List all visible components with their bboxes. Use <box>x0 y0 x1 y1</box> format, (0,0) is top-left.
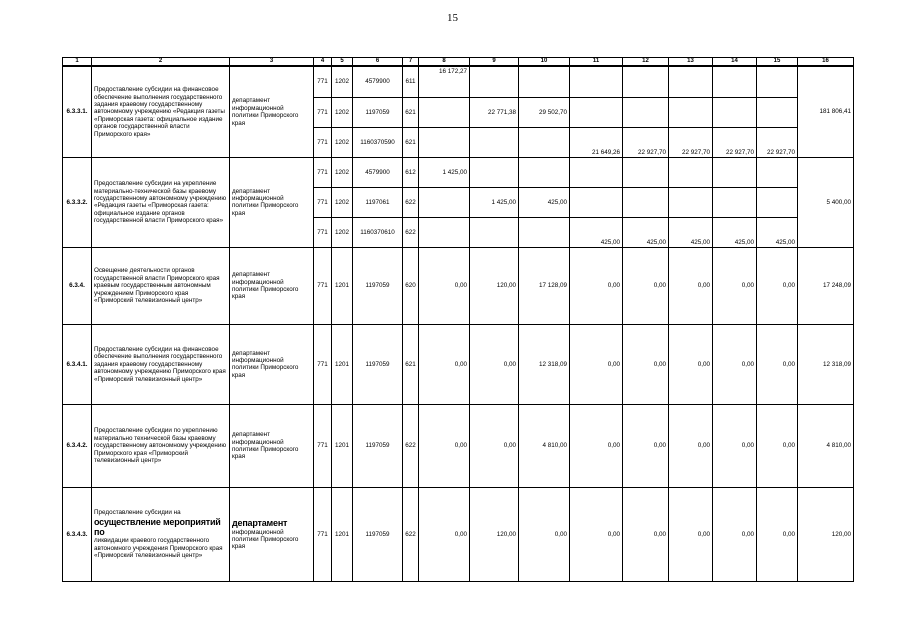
cell-value: 22 771,38 <box>470 97 519 127</box>
cell-total: 5 400,00 <box>798 157 854 247</box>
cell-value: 0,00 <box>623 404 669 487</box>
budget-table <box>62 57 854 582</box>
table-row <box>63 66 854 97</box>
table-row <box>63 157 854 187</box>
cell-value: 0,00 <box>669 247 713 324</box>
row-code: 6.3.4.2. <box>63 404 92 487</box>
cell-total: 181 806,41 <box>798 66 854 157</box>
cell-value <box>570 97 623 127</box>
cell-section: 1202 <box>332 97 353 127</box>
row-department-line: информационной политики Приморского края <box>232 528 299 551</box>
row-name: Предоставление субсидии на укрепление материально-технической базы краевому государственному автономному учреждению «Редакция газеты «Приморская газета: официальное издание органов государственной власти Приморского края» <box>92 157 230 247</box>
row-department: департамент информационной политики Приморского края <box>230 404 314 487</box>
cell-value <box>470 217 519 247</box>
column-header: 16 <box>798 58 854 67</box>
cell-value: 0,00 <box>669 404 713 487</box>
cell-value: 0,00 <box>570 247 623 324</box>
column-header: 2 <box>92 58 230 67</box>
cell-value: 0,00 <box>419 404 470 487</box>
cell-expense-type: 621 <box>403 97 419 127</box>
cell-value: 425,00 <box>570 217 623 247</box>
cell-value: 0,00 <box>757 324 798 404</box>
cell-target: 1197059 <box>353 487 403 581</box>
cell-value: 425,00 <box>713 217 757 247</box>
cell-expense-type: 622 <box>403 487 419 581</box>
cell-value: 425,00 <box>623 217 669 247</box>
cell-section: 1202 <box>332 157 353 187</box>
column-header: 4 <box>314 58 332 67</box>
cell-expense-type: 621 <box>403 127 419 157</box>
cell-value <box>519 127 570 157</box>
cell-value <box>470 157 519 187</box>
cell-target: 1160370610 <box>353 217 403 247</box>
column-header: 10 <box>519 58 570 67</box>
table-row <box>63 404 854 487</box>
cell-expense-type: 621 <box>403 324 419 404</box>
cell-value: 1 425,00 <box>419 157 470 187</box>
cell-value <box>713 66 757 97</box>
column-header: 6 <box>353 58 403 67</box>
row-name-line: Предоставление субсидии на <box>94 509 181 517</box>
table-row <box>63 324 854 404</box>
column-header: 15 <box>757 58 798 67</box>
cell-value: 0,00 <box>757 487 798 581</box>
cell-value <box>623 97 669 127</box>
cell-value: 0,00 <box>419 324 470 404</box>
cell-value <box>570 66 623 97</box>
page-number: 15 <box>447 12 458 24</box>
cell-value <box>713 187 757 217</box>
cell-value: 0,00 <box>713 247 757 324</box>
cell-value: 0,00 <box>570 404 623 487</box>
row-code: 6.3.3.2. <box>63 157 92 247</box>
cell-value <box>713 157 757 187</box>
cell-value: 22 927,70 <box>623 127 669 157</box>
row-department: департамент информационной политики Приморского края <box>230 247 314 324</box>
row-department: департамент информационной политики Приморского края <box>230 66 314 157</box>
cell-value <box>757 66 798 97</box>
column-header: 5 <box>332 58 353 67</box>
cell-expense-type: 622 <box>403 187 419 217</box>
cell-value <box>419 97 470 127</box>
cell-expense-type: 622 <box>403 404 419 487</box>
row-name: Предоставление субсидии на финансовое обеспечение выполнения государственного задания краевому государственному автономному учреждению «Редакция газеты «Приморская газета: официальное издание органов государственной власти Приморского края» <box>92 66 230 157</box>
cell-value: 16 172,27 <box>419 66 470 97</box>
row-code: 6.3.4. <box>63 247 92 324</box>
cell-value: 0,00 <box>623 324 669 404</box>
row-name: Предоставление субсидии по укреплению материально технической базы краевому государственному автономному учреждению Приморского края «Приморский телевизионный центр» <box>92 404 230 487</box>
cell-value <box>519 157 570 187</box>
cell-total: 17 248,09 <box>798 247 854 324</box>
cell-target: 4579900 <box>353 157 403 187</box>
cell-value: 0,00 <box>470 404 519 487</box>
cell-grbs: 771 <box>314 97 332 127</box>
cell-expense-type: 611 <box>403 66 419 97</box>
cell-section: 1201 <box>332 404 353 487</box>
cell-section: 1201 <box>332 324 353 404</box>
cell-value: 21 649,26 <box>570 127 623 157</box>
cell-value: 425,00 <box>757 217 798 247</box>
cell-value <box>757 157 798 187</box>
cell-value <box>419 187 470 217</box>
cell-value: 0,00 <box>757 247 798 324</box>
cell-value: 120,00 <box>470 487 519 581</box>
column-header: 13 <box>669 58 713 67</box>
cell-value <box>470 127 519 157</box>
cell-value: 22 927,70 <box>713 127 757 157</box>
row-department: департамент информационной политики Приморского края <box>230 157 314 247</box>
cell-value <box>623 66 669 97</box>
cell-value <box>470 66 519 97</box>
cell-value: 0,00 <box>623 247 669 324</box>
row-name-emphasis: осуществление мероприятий по <box>94 516 221 537</box>
cell-value <box>570 157 623 187</box>
cell-section: 1202 <box>332 217 353 247</box>
cell-value <box>623 187 669 217</box>
table-row <box>63 247 854 324</box>
row-department-emphasis: департамент <box>232 518 288 529</box>
cell-value <box>623 157 669 187</box>
column-header: 14 <box>713 58 757 67</box>
cell-value <box>570 187 623 217</box>
table-header <box>63 58 854 67</box>
cell-value: 22 927,70 <box>757 127 798 157</box>
cell-section: 1202 <box>332 187 353 217</box>
cell-section: 1201 <box>332 247 353 324</box>
cell-grbs: 771 <box>314 187 332 217</box>
column-header: 12 <box>623 58 669 67</box>
row-code: 6.3.3.1. <box>63 66 92 157</box>
cell-value: 0,00 <box>669 324 713 404</box>
row-department: департамент информационной политики Приморского края <box>230 324 314 404</box>
cell-value: 0,00 <box>623 487 669 581</box>
column-number-row <box>63 58 854 67</box>
cell-expense-type: 620 <box>403 247 419 324</box>
cell-value <box>757 187 798 217</box>
cell-target: 1197059 <box>353 247 403 324</box>
cell-value: 29 502,70 <box>519 97 570 127</box>
cell-grbs: 771 <box>314 487 332 581</box>
cell-value: 22 927,70 <box>669 127 713 157</box>
cell-grbs: 771 <box>314 66 332 97</box>
row-code: 6.3.4.1. <box>63 324 92 404</box>
cell-value: 0,00 <box>669 487 713 581</box>
cell-total: 4 810,00 <box>798 404 854 487</box>
column-header: 1 <box>63 58 92 67</box>
cell-target: 1197059 <box>353 97 403 127</box>
cell-value: 425,00 <box>669 217 713 247</box>
cell-value <box>669 66 713 97</box>
cell-value <box>419 127 470 157</box>
cell-value: 0,00 <box>757 404 798 487</box>
cell-section: 1202 <box>332 66 353 97</box>
cell-value <box>519 217 570 247</box>
cell-value: 0,00 <box>713 487 757 581</box>
row-name-line: ликвидации краевого государственного автономного учреждения Приморского края «Приморский телевизионный центр» <box>94 537 223 560</box>
cell-target: 1197059 <box>353 324 403 404</box>
column-header: 9 <box>470 58 519 67</box>
cell-target: 4579900 <box>353 66 403 97</box>
cell-value: 0,00 <box>713 324 757 404</box>
cell-grbs: 771 <box>314 157 332 187</box>
cell-section: 1202 <box>332 127 353 157</box>
cell-grbs: 771 <box>314 217 332 247</box>
column-header: 7 <box>403 58 419 67</box>
cell-value: 12 318,09 <box>519 324 570 404</box>
cell-grbs: 771 <box>314 404 332 487</box>
cell-total: 12 318,09 <box>798 324 854 404</box>
cell-total: 120,00 <box>798 487 854 581</box>
cell-target: 1197059 <box>353 404 403 487</box>
cell-value <box>757 97 798 127</box>
cell-value <box>669 97 713 127</box>
cell-value: 0,00 <box>570 487 623 581</box>
cell-expense-type: 612 <box>403 157 419 187</box>
cell-value: 425,00 <box>519 187 570 217</box>
cell-value <box>519 66 570 97</box>
row-name: Освещение деятельности органов государственной власти Приморского края краевым государственным автономным учреждением Приморского края «Приморский телевизионный центр» <box>92 247 230 324</box>
cell-target: 1160370590 <box>353 127 403 157</box>
cell-value: 0,00 <box>570 324 623 404</box>
row-name <box>92 487 230 581</box>
row-name: Предоставление субсидии на финансовое обеспечение выполнения государственного задания краевому государственному автономному учреждению Приморского края «Приморский телевизионный центр» <box>92 324 230 404</box>
column-header: 11 <box>570 58 623 67</box>
cell-value <box>669 157 713 187</box>
cell-grbs: 771 <box>314 247 332 324</box>
table-row <box>63 487 854 581</box>
cell-value: 0,00 <box>519 487 570 581</box>
cell-value: 0,00 <box>713 404 757 487</box>
cell-value <box>713 97 757 127</box>
cell-value: 0,00 <box>470 324 519 404</box>
cell-grbs: 771 <box>314 324 332 404</box>
cell-value: 0,00 <box>419 247 470 324</box>
cell-section: 1201 <box>332 487 353 581</box>
row-code: 6.3.4.3. <box>63 487 92 581</box>
column-header: 8 <box>419 58 470 67</box>
cell-expense-type: 622 <box>403 217 419 247</box>
cell-grbs: 771 <box>314 127 332 157</box>
cell-value <box>669 187 713 217</box>
cell-value: 0,00 <box>419 487 470 581</box>
cell-target: 1197061 <box>353 187 403 217</box>
column-header: 3 <box>230 58 314 67</box>
cell-value: 120,00 <box>470 247 519 324</box>
cell-value: 4 810,00 <box>519 404 570 487</box>
cell-value: 1 425,00 <box>470 187 519 217</box>
row-department <box>230 487 314 581</box>
cell-value <box>419 217 470 247</box>
cell-value: 17 128,09 <box>519 247 570 324</box>
